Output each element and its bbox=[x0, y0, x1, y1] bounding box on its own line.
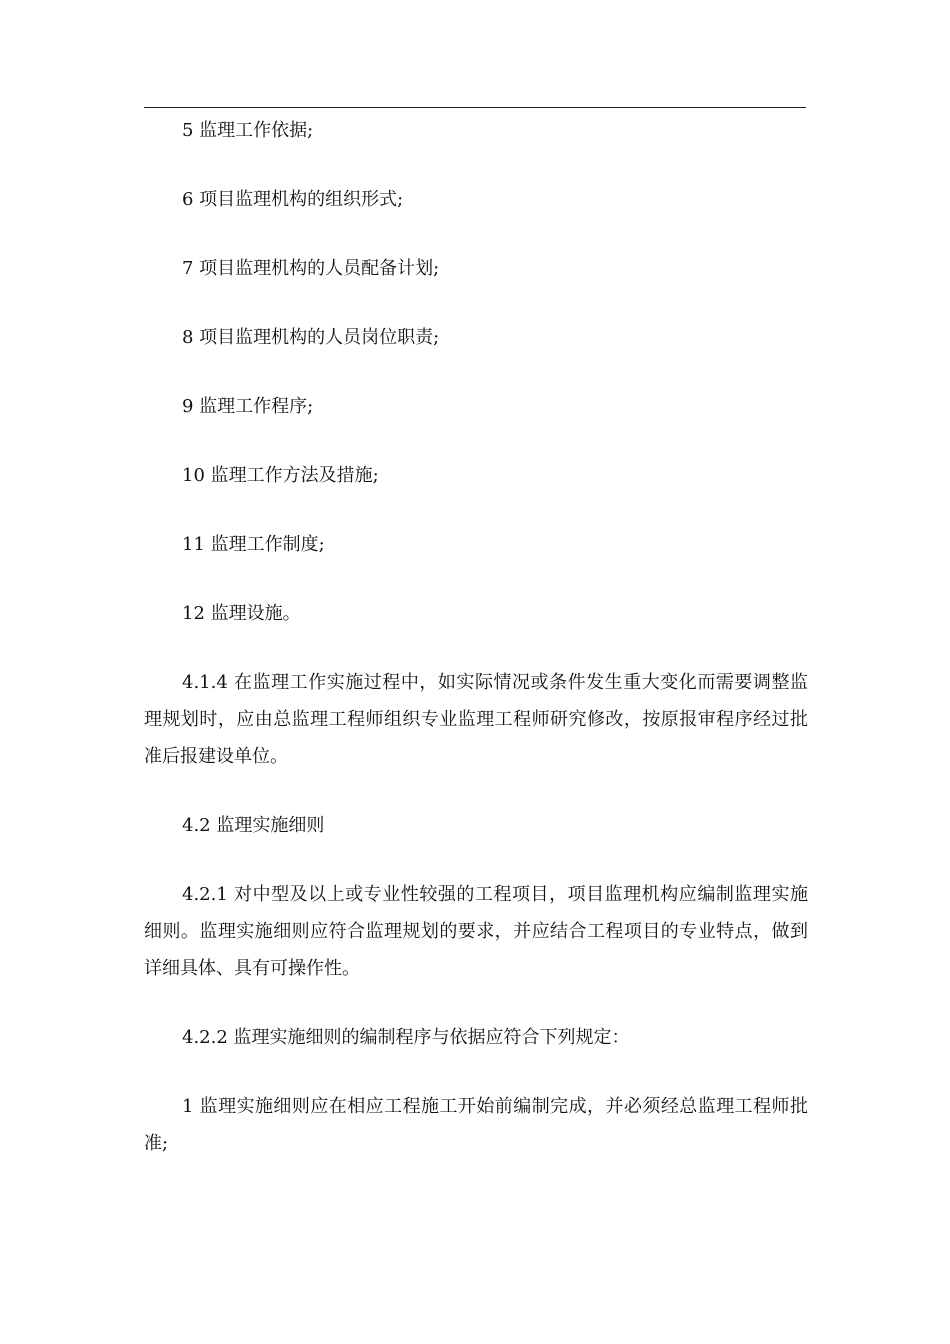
clause-4-1-4: 4.1.4 在监理工作实施过程中，如实际情况或条件发生重大变化而需要调整监理规划时，应由总监理工程师组织专业监理工程师研究修改，按原报审程序经过批准后报建设单位。 bbox=[144, 672, 808, 767]
clause-4-2-1: 4.2.1 对中型及以上或专业性较强的工程项目，项目监理机构应编制监理实施细则。监理实施细则应符合监理规划的要求，并应结合工程项目的专业特点，做到详细具体、具有可操作性。 bbox=[144, 884, 808, 979]
list-item-8: 8 项目监理机构的人员岗位职责; bbox=[182, 327, 440, 348]
list-item-9: 9 监理工作程序; bbox=[182, 396, 314, 417]
list-item-10: 10 监理工作方法及措施; bbox=[182, 465, 379, 486]
list-item-6: 6 项目监理机构的组织形式; bbox=[182, 189, 404, 210]
document-body bbox=[144, 116, 808, 1198]
section-heading-4-2: 4.2 监理实施细则 bbox=[182, 815, 325, 836]
list-item-11: 11 监理工作制度; bbox=[182, 534, 325, 555]
clause-4-2-2: 4.2.2 监理实施细则的编制程序与依据应符合下列规定： bbox=[182, 1027, 630, 1048]
header-rule bbox=[144, 107, 806, 108]
list-item-7: 7 项目监理机构的人员配备计划; bbox=[182, 258, 440, 279]
list-item-5: 5 监理工作依据; bbox=[182, 120, 314, 141]
list-item-1: 1 监理实施细则应在相应工程施工开始前编制完成，并必须经总监理工程师批准; bbox=[144, 1096, 808, 1154]
list-item-12: 12 监理设施。 bbox=[182, 603, 301, 624]
